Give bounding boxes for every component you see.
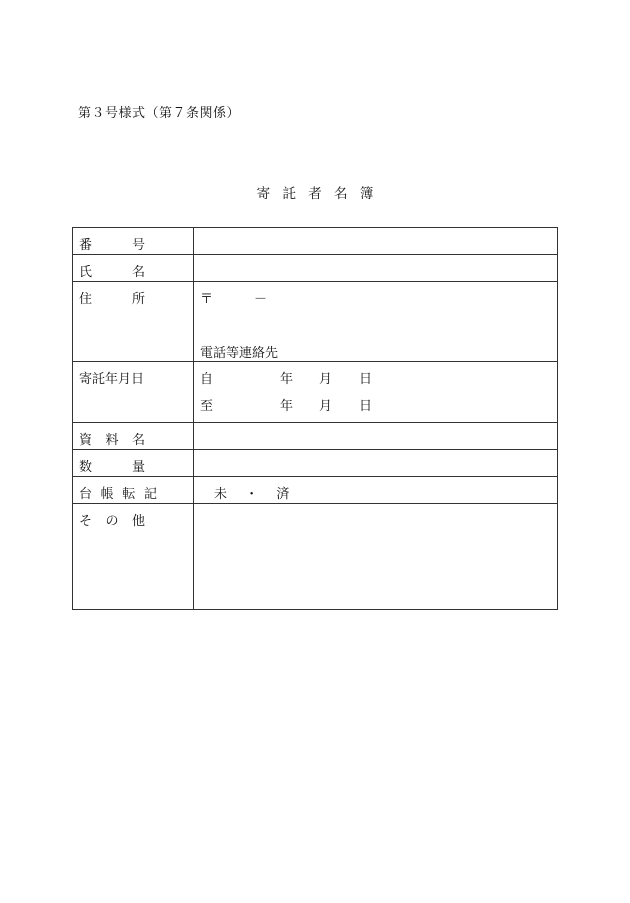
quantity-label: 数 量 bbox=[79, 460, 145, 475]
row-ledger-transfer bbox=[73, 477, 558, 504]
quantity-label-cell bbox=[73, 450, 194, 477]
row-material-name bbox=[73, 423, 558, 450]
material-value-cell[interactable] bbox=[194, 423, 558, 450]
date-to-line bbox=[200, 395, 557, 422]
name-label-cell bbox=[73, 255, 194, 282]
postal-dash: － bbox=[254, 292, 268, 307]
address-label-cell bbox=[73, 282, 194, 362]
deposit-date-label-cell bbox=[73, 362, 194, 423]
month-label: 月 bbox=[319, 372, 333, 387]
other-label: そ の 他 bbox=[79, 514, 145, 529]
quantity-value-cell[interactable] bbox=[194, 450, 558, 477]
name-value-cell[interactable] bbox=[194, 255, 558, 282]
year-label: 年 bbox=[280, 372, 294, 387]
form-number-label: 第３号様式（第７条関係） bbox=[78, 106, 241, 121]
document-title bbox=[0, 182, 630, 202]
material-label: 資 料 名 bbox=[79, 433, 145, 448]
row-number bbox=[73, 228, 558, 255]
title-char: 簿 bbox=[359, 186, 374, 202]
postal-code-line bbox=[200, 288, 557, 307]
postal-mark: 〒 bbox=[200, 292, 214, 307]
day-label: 日 bbox=[359, 399, 373, 414]
name-label: 氏 名 bbox=[79, 265, 145, 280]
day-label: 日 bbox=[359, 372, 373, 387]
title-char: 者 bbox=[308, 186, 322, 202]
ledger-options bbox=[200, 483, 557, 502]
address-label: 住 所 bbox=[79, 292, 145, 307]
row-name bbox=[73, 255, 558, 282]
row-quantity bbox=[73, 450, 558, 477]
material-label-cell bbox=[73, 423, 194, 450]
date-from-line bbox=[200, 368, 557, 395]
number-label: 番 号 bbox=[79, 238, 145, 253]
other-label-cell bbox=[73, 504, 194, 610]
other-value-cell[interactable] bbox=[194, 504, 558, 610]
date-to-prefix: 至 bbox=[200, 399, 214, 414]
depositor-register-table bbox=[72, 227, 558, 610]
deposit-date-value-cell[interactable] bbox=[194, 362, 558, 423]
month-label: 月 bbox=[319, 399, 333, 414]
date-from-prefix: 自 bbox=[200, 372, 214, 387]
title-char: 寄 bbox=[256, 186, 271, 202]
phone-contact-label: 電話等連絡先 bbox=[200, 346, 279, 361]
year-label: 年 bbox=[280, 399, 294, 414]
title-char: 託 bbox=[282, 186, 296, 202]
number-value-cell[interactable] bbox=[194, 228, 558, 255]
row-address bbox=[73, 282, 558, 362]
title-char: 名 bbox=[334, 186, 348, 202]
ledger-option-done[interactable]: 済 bbox=[276, 487, 290, 502]
deposit-date-label: 寄託年月日 bbox=[79, 372, 145, 387]
ledger-label-cell bbox=[73, 477, 194, 504]
row-deposit-date bbox=[73, 362, 558, 423]
ledger-value-cell bbox=[194, 477, 558, 504]
ledger-option-pending[interactable]: 未 bbox=[214, 487, 228, 502]
ledger-separator: ・ bbox=[245, 487, 259, 502]
address-value-cell[interactable] bbox=[194, 282, 558, 362]
row-other bbox=[73, 504, 558, 610]
number-label-cell bbox=[73, 228, 194, 255]
ledger-label: 台 帳 転 記 bbox=[79, 487, 157, 502]
